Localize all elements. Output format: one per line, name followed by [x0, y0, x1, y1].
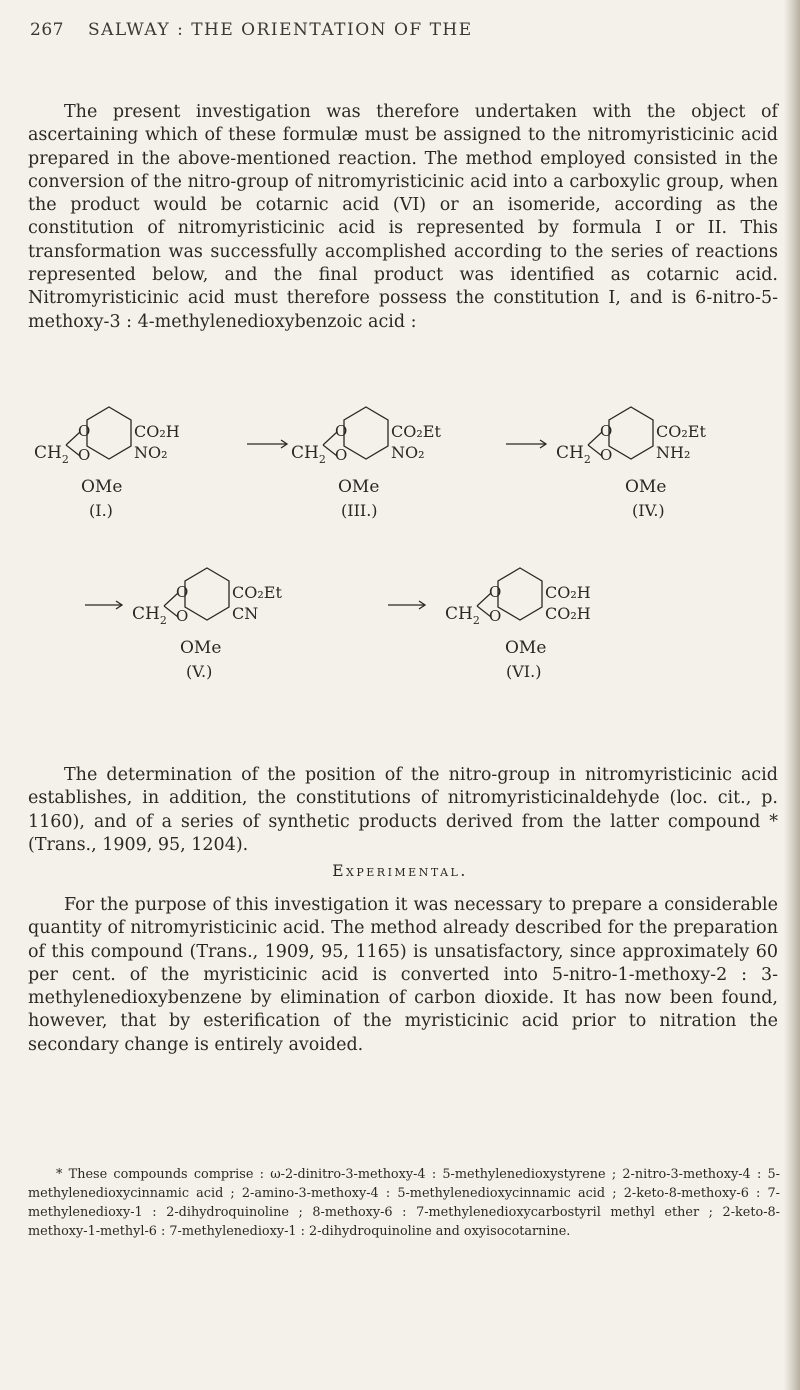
page-number: 267: [30, 20, 64, 40]
methoxy-group: OMe: [505, 638, 547, 658]
methylene-group: $CH_2$: [556, 443, 591, 466]
compound-label: (V.): [186, 662, 213, 681]
page-edge-shadow: [784, 0, 800, 1390]
bottom-group: NH₂: [656, 443, 691, 462]
intro-paragraph: The present investigation was therefore undertaken with the object of ascertaining which of these formulæ must be assigned to the nitromyristicinic acid prepared in the above-mentioned reaction. The method employed consisted in the conversion of the nitro-group of nitromyristicinic acid into a carboxylic group, when the product would be cotarnic acid (VI) or an isomeride, according as the constitution of nitromyristicinic acid is represented by formula I or II. This transformation was successfully accomplished according to the series of reactions represented below, and the final product was identified as cotarnic acid. Nitromyristicinic acid must therefore possess the constitution I, and is 6-nitro-5-methoxy-3 : 4-methylenedioxybenzoic acid :: [28, 102, 778, 332]
methoxy-group: OMe: [625, 477, 667, 497]
experimental-paragraph: For the purpose of this investigation it was necessary to prepare a considerable quantity of nitromyristicinic acid. The method already described for the preparation of this compound (Trans., 1909, 95, 1165) is unsatisfactory, since approximately 60 per cent. of the myristicinic acid is converted into 5-nitro-1-methoxy-2 : 3-methylenedioxybenzene by elimination of carbon dioxide. It has now been found, however, that by esterification of the myristicinic acid prior to nitration the secondary change is entirely avoided.: [28, 895, 778, 1055]
bottom-group: NO₂: [391, 443, 425, 462]
compound-label: (IV.): [632, 501, 665, 520]
ring-oxygen-bottom: O: [489, 607, 502, 625]
top-group: CO₂Et: [232, 583, 282, 602]
compound-III: [291, 407, 441, 520]
footnote: * These compounds comprise : ω-2-dinitro-3-methoxy-4 : 5-methylenedioxystyrene ; 2-nitro-3-methoxy-4 : 5-methylenedioxycinnamic acid ; 2-amino-3-methoxy-4 : 5-methylenedioxycinnamic acid ; 2-keto-8-methoxy-6 : 7-methylenedioxy-1 : 2-dihydroquinoline ; 8-methoxy-6 : 7-methylenedioxycarbostyril methyl ether ; 2-keto-8-methoxy-1-methyl-6 : 7-methylenedioxy-1 : 2-dihydroquinoline and oxyisocotarnine.: [28, 1167, 780, 1239]
methylene-group: $CH_2$: [34, 443, 69, 466]
ring-oxygen-top: O: [489, 583, 502, 601]
ring-oxygen-bottom: O: [335, 446, 348, 464]
benzene-ring: [344, 407, 388, 459]
benzene-ring: [185, 568, 229, 620]
ring-oxygen-top: O: [176, 583, 189, 601]
benzene-ring: [87, 407, 131, 459]
ring-oxygen-bottom: O: [600, 446, 613, 464]
methylene-group: $CH_2$: [445, 604, 480, 627]
ring-oxygen-bottom: O: [176, 607, 189, 625]
top-group: CO₂H: [545, 583, 591, 602]
top-group: CO₂H: [134, 422, 180, 441]
compound-I: [34, 407, 180, 520]
ring-oxygen-bottom: O: [78, 446, 91, 464]
section-heading: Experimental.: [332, 862, 468, 880]
top-group: CO₂Et: [656, 422, 706, 441]
compound-label: (VI.): [506, 662, 542, 681]
determination-paragraph: The determination of the position of the nitro-group in nitromyristicinic acid establishes, in addition, the constitutions of nitromyristicinaldehyde (loc. cit., p. 1160), and of a series of synthetic products derived from the latter compound * (Trans., 1909, 95, 1204).: [28, 765, 778, 855]
methoxy-group: OMe: [81, 477, 123, 497]
methylene-group: $CH_2$: [291, 443, 326, 466]
methoxy-group: OMe: [180, 638, 222, 658]
running-header: [30, 20, 473, 40]
compound-VI: [445, 568, 591, 681]
compound-IV: [556, 407, 706, 520]
ring-oxygen-top: O: [335, 422, 348, 440]
methoxy-group: OMe: [338, 477, 380, 497]
bottom-group: CN: [232, 604, 259, 623]
benzene-ring: [609, 407, 653, 459]
methylene-group: $CH_2$: [132, 604, 167, 627]
running-title: SALWAY : THE ORIENTATION OF THE: [88, 20, 473, 40]
ring-oxygen-top: O: [600, 422, 613, 440]
bottom-group: NO₂: [134, 443, 168, 462]
ring-oxygen-top: O: [78, 422, 91, 440]
bottom-group: CO₂H: [545, 604, 591, 623]
benzene-ring: [498, 568, 542, 620]
top-group: CO₂Et: [391, 422, 441, 441]
compound-V: [132, 568, 282, 681]
compound-label: (III.): [341, 501, 378, 520]
compound-label: (I.): [89, 501, 113, 520]
